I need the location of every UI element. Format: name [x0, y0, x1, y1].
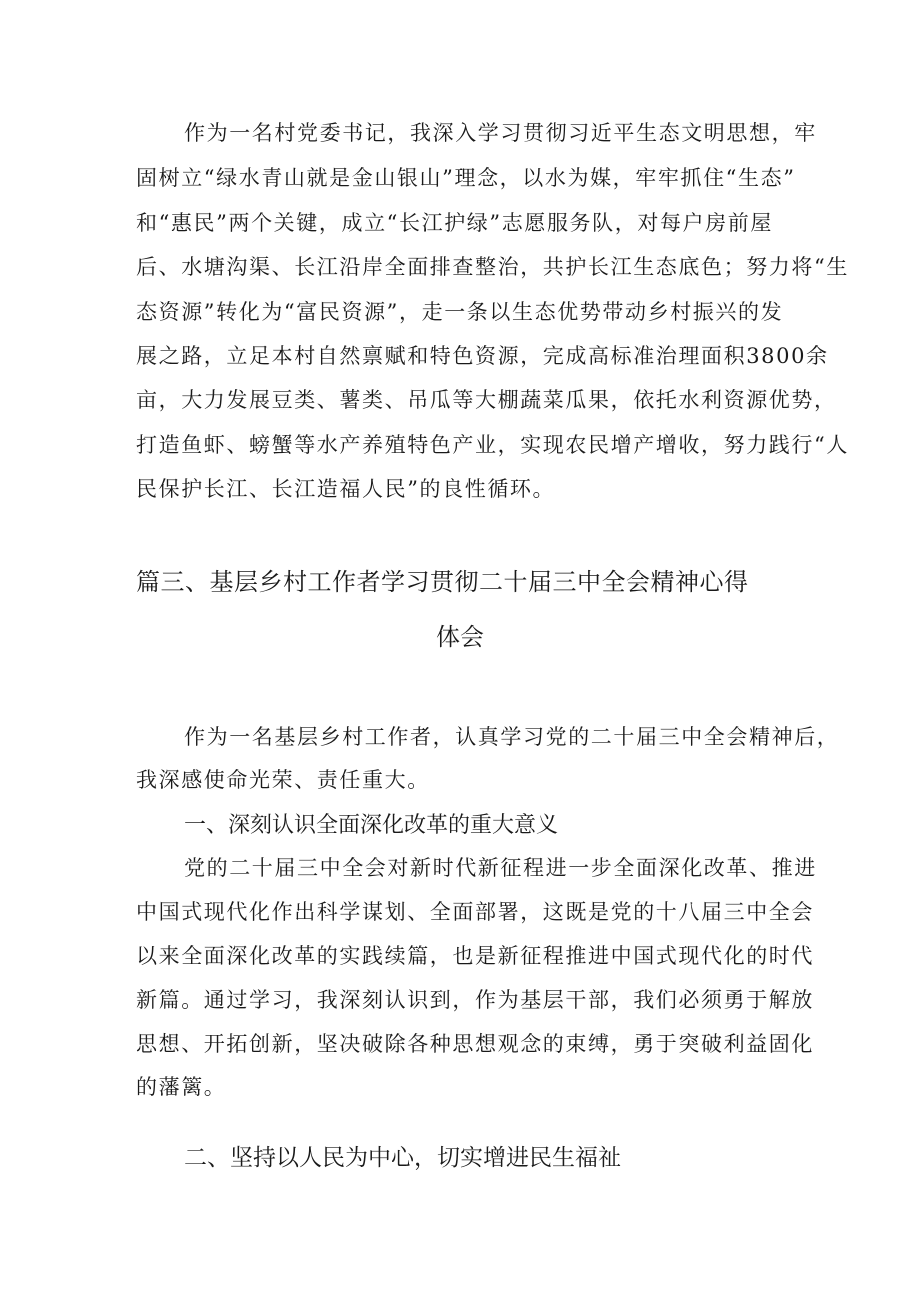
article-title-continued: 体会 [436, 623, 484, 651]
paragraph-line: 后、水塘沟渠、长江沿岸全面排查整治，共护长江生态底色；努力将“生 [136, 255, 849, 279]
paragraph-line: 和“惠民”两个关键，成立“长江护绿”志愿服务队，对每户房前屋 [136, 211, 773, 235]
paragraph-line: 以来全面深化改革的实践续篇，也是新征程推进中国式现代化的时代 [136, 944, 814, 968]
paragraph-line: 作为一名村党委书记，我深入学习贯彻习近平生态文明思想，牢 [184, 121, 817, 145]
section-heading: 二、坚持以人民为中心，切实增进民生福祉 [184, 1145, 621, 1171]
paragraph-line: 我深感使命光荣、责任重大。 [136, 768, 430, 792]
paragraph-line: 党的二十届三中全会对新时代新征程进一步全面深化改革、推进 [184, 856, 817, 880]
paragraph-line: 新篇。通过学习，我深刻认识到，作为基层干部，我们必须勇于解放 [136, 988, 814, 1012]
paragraph-line: 展之路，立足本村自然禀赋和特色资源，完成高标准治理面积3800余 [136, 344, 829, 368]
paragraph-line: 中国式现代化作出科学谋划、全面部署，这既是党的十八届三中全会 [136, 900, 814, 924]
paragraph-line: 思想、开拓创新，坚决破除各种思想观念的束缚，勇于突破利益固化 [136, 1032, 814, 1056]
paragraph-line: 态资源”转化为“富民资源”，走一条以生态优势带动乡村振兴的发 [136, 300, 784, 324]
article-title: 篇三、基层乡村工作者学习贯彻二十届三中全会精神心得 [136, 568, 749, 596]
paragraph-line: 民保护长江、长江造福人民”的良性循环。 [136, 477, 556, 501]
paragraph-line: 固树立“绿水青山就是金山银山”理念，以水为媒，牢牢抓住“生态” [136, 166, 796, 190]
section-heading: 一、深刻认识全面深化改革的重大意义 [184, 813, 559, 838]
paragraph-line: 作为一名基层乡村工作者，认真学习党的二十届三中全会精神后， [184, 725, 840, 749]
paragraph-line: 亩，大力发展豆类、薯类、吊瓜等大棚蔬菜瓜果，依托水利资源优势， [136, 388, 837, 412]
paragraph-line: 的藩篱。 [136, 1075, 227, 1099]
paragraph-line: 打造鱼虾、螃蟹等水产养殖特色产业，实现农民增产增收，努力践行“人 [136, 433, 849, 457]
